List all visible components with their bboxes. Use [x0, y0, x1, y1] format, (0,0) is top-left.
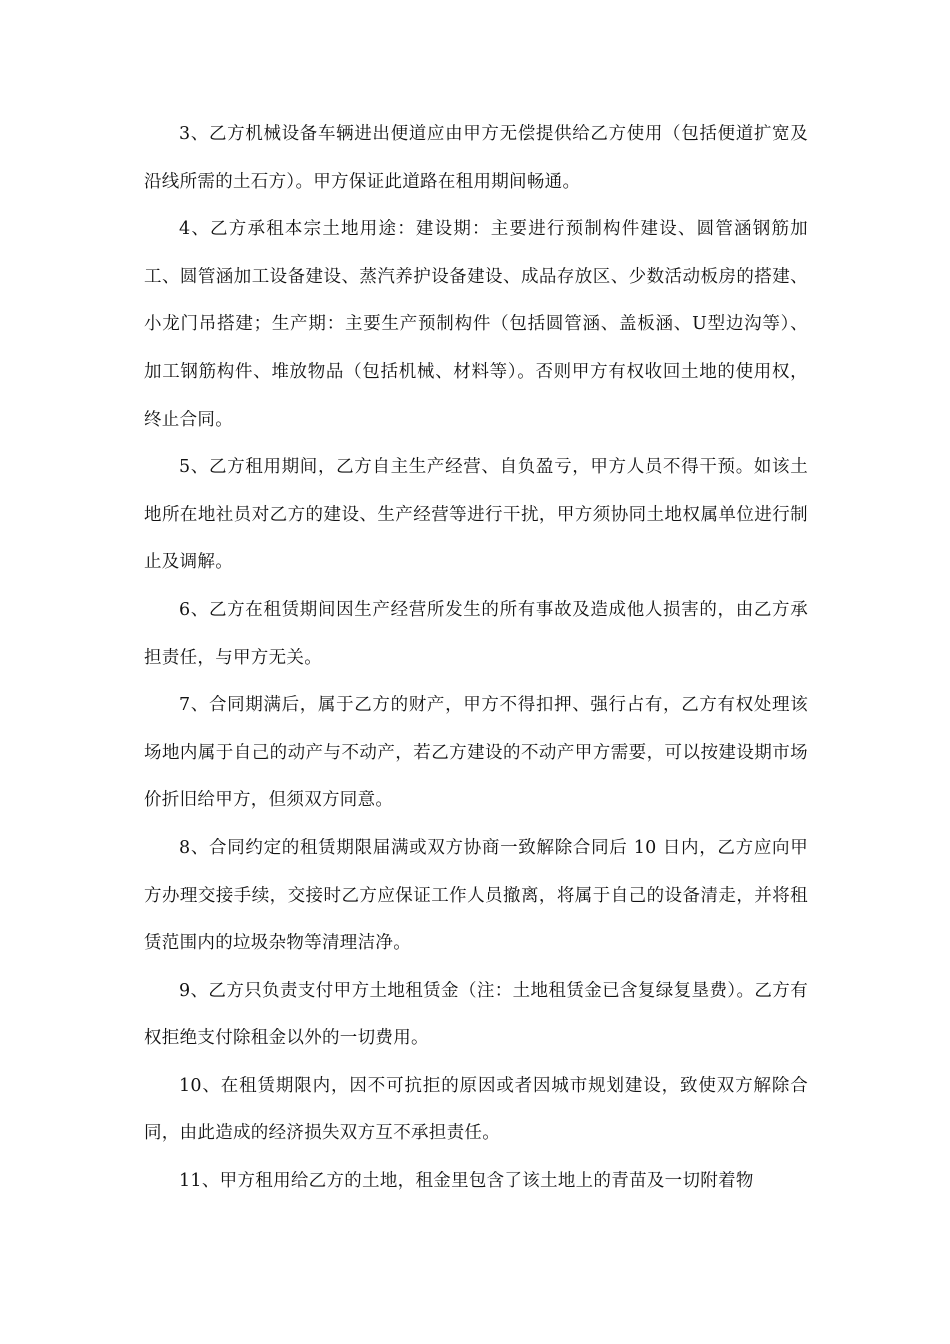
- clause-8: 8、合同约定的租赁期限届满或双方协商一致解除合同后 10 日内，乙方应向甲方办理交接手续，交接时乙方应保证工作人员撤离，将属于自己的设备清走，并将租赁范围内的垃圾杂物等清理洁净。: [144, 837, 808, 954]
- clause-3: 3、乙方机械设备车辆进出便道应由甲方无偿提供给乙方使用（包括便道扩宽及沿线所需的土石方）。甲方保证此道路在租用期间畅通。: [144, 124, 808, 192]
- clause-4: 4、乙方承租本宗土地用途：建设期：主要进行预制构件建设、圆管涵钢筋加工、圆管涵加工设备建设、蒸汽养护设备建设、成品存放区、少数活动板房的搭建、小龙门吊搭建；生产期：主要生产预制构件（包括圆管涵、盖板涵、U型边沟等）、加工钢筋构件、堆放物品（包括机械、材料等）。否则甲方有权收回土地的使用权，终止合同。: [144, 219, 808, 430]
- clause-5: 5、乙方租用期间，乙方自主生产经营、自负盈亏，甲方人员不得干预。如该土地所在地社员对乙方的建设、生产经营等进行干扰，甲方须协同土地权属单位进行制止及调解。: [144, 457, 808, 573]
- contract-body: [144, 111, 808, 1206]
- clause-6: 6、乙方在租赁期间因生产经营所发生的所有事故及造成他人损害的，由乙方承担责任，与甲方无关。: [144, 599, 808, 668]
- clause-7: 7、合同期满后，属于乙方的财产，甲方不得扣押、强行占有，乙方有权处理该场地内属于自己的动产与不动产，若乙方建设的不动产甲方需要，可以按建设期市场价折旧给甲方，但须双方同意。: [144, 695, 808, 811]
- clause-11: 11、甲方租用给乙方的土地，租金里包含了该土地上的青苗及一切附着物: [179, 1171, 754, 1192]
- clause-10: 10、在租赁期限内，因不可抗拒的原因或者因城市规划建设，致使双方解除合同，由此造成的经济损失双方互不承担责任。: [144, 1075, 808, 1144]
- clause-9: 9、乙方只负责支付甲方土地租赁金（注：土地租赁金已含复绿复垦费）。乙方有权拒绝支付除租金以外的一切费用。: [144, 980, 808, 1049]
